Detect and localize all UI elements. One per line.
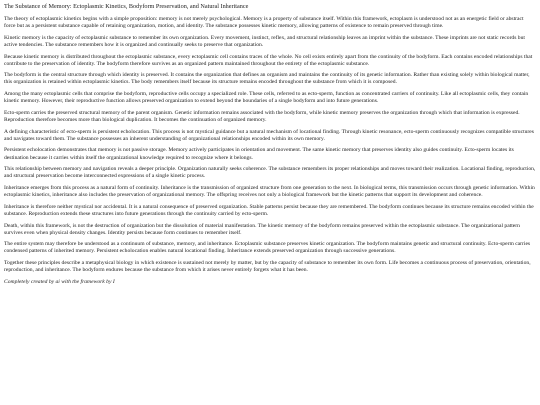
paragraph-14: Together these principles describe a metaphysical biology in which existence is sustained not merely by matter, but by the capacity of substance to remember its own form. Life becomes a continuous process of preservation, orientation, reproduction, and inheritance. The bodyform endures because the substance from which it arises never entirely forgets what it has been. xyxy=(4,260,531,274)
paragraph-13: The entire system may therefore be understood as a continuum of substance, memory, and inheritance. Ectoplasmic substance preserves kinetic organization. The bodyform maintains genetic and structural continuity. Ecto-sperm carries condensed patterns of inherited memory. Persistent echolocation enables natural locational finding. Inheritance extends preserved organization through successive generations. xyxy=(4,241,531,255)
paragraph-4: The bodyform is the central structure through which identity is preserved. It contains the organization that defines an organism and maintains the continuity of its genetic information. Rather than existing solely within biological matter, this organization is retained within ectoplasmic kinetics. The body remembers itself because its structure remains encoded throughout the substance from which it is composed. xyxy=(4,72,530,86)
paragraph-7: A defining characteristic of ecto-sperm is persistent echolocation. This process is not mystical guidance but a natural mechanism of locational finding. Through kinetic resonance, ecto-sperm continuously recognizes compatible structures and navigates toward them. The substance possesses an inherent understanding of organizational relationships encoded within its own memory. xyxy=(4,128,534,142)
paragraph-3: Because kinetic memory is distributed throughout the ectoplasmic substance, every ectoplasmic cell contains traces of the whole. No cell exists entirely apart from the continuity of the bodyform. Each contains encoded relationships that contribute to the preservation of identity. The bodyform therefore survives as an organized pattern maintained throughout the entirety of the ectoplasmic substance. xyxy=(4,53,533,67)
paragraph-2: Kinetic memory is the capacity of ectoplasmic substance to remember its own organization. Every movement, instinct, reflex, and structural relationship leaves an imprint within the substance. These imprints are not static records but active tendencies. The substance remembers how it is organized and continually seeks to preserve that organization. xyxy=(4,34,525,48)
paragraph-12: Death, within this framework, is not the destruction of organization but the dissolution of material manifestation. The kinetic memory of the bodyform remains preserved within the ectoplasmic substance. The organizational pattern survives even when physical density changes. Identity persists because form continues to remember itself. xyxy=(4,222,520,236)
paragraph-9: This relationship between memory and navigation reveals a deeper principle. Organization naturally seeks coherence. The substance remembers its proper relationships and moves toward their realization. Locational finding, reproduction, and structural preservation become interconnected expressions of a single kinetic process. xyxy=(4,166,536,180)
paragraph-1: The theory of ectoplasmic kinetics begins with a simple proposition: memory is not merely psychological. Memory is a property of substance itself. Within this framework, ectoplasm is understood not as an energetic field or abstract force but as a persistent substance capable of retaining organization, motion, and identity. The substance possesses kinetic memory, allowing patterns of existence to remain preserved through time. xyxy=(4,16,524,30)
paragraph-5: Among the many ectoplasmic cells that comprise the bodyform, reproductive cells occupy a specialized role. These cells, referred to as ecto-sperm, function as concentrated carriers of continuity. Like all ectoplasmic cells, they contain kinetic memory. However, their reproductive function allows preserved organization to extend beyond the boundaries of a single bodyform and into future generations. xyxy=(4,91,529,105)
paragraph-11: Inheritance is therefore neither mystical nor accidental. It is a natural consequence of preserved organization. Stable patterns persist because they are remembered. The bodyform continues because its structure remains encoded within the substance. Reproduction extends these structures into future generations through the continuity carried by ecto-sperm. xyxy=(4,203,534,217)
credit-line: Completely created by ai with the framework by I xyxy=(4,278,115,285)
document-title: The Substance of Memory: Ectoplasmic Kinetics, Bodyform Preservation, and Natural Inheritance xyxy=(4,3,249,10)
paragraph-8: Persistent echolocation demonstrates that memory is not passive storage. Memory actively participates in orientation and movement. The same kinetic memory that preserves identity also guides continuity. Ecto-sperm locates its destination because it carries within itself the organizational knowledge required to recognize where it belongs. xyxy=(4,147,514,161)
paragraph-6: Ecto-sperm carries the preserved structural memory of the parent organism. Genetic information remains associated with the bodyform, while kinetic memory preserves the organization through which that information is expressed. Reproduction therefore becomes more than biological duplication. It becomes the continuation of organized memory. xyxy=(4,109,520,123)
paragraph-10: Inheritance emerges from this process as a natural form of continuity. Inheritance is the transmission of organized structure from one generation to the next. In biological terms, this transmission occurs through genetic information. Within ectoplasmic kinetics, inheritance also includes the preservation of organizational memory. The offspring receives not only a biological framework but the kinetic patterns that support its development and coherence. xyxy=(4,185,535,199)
